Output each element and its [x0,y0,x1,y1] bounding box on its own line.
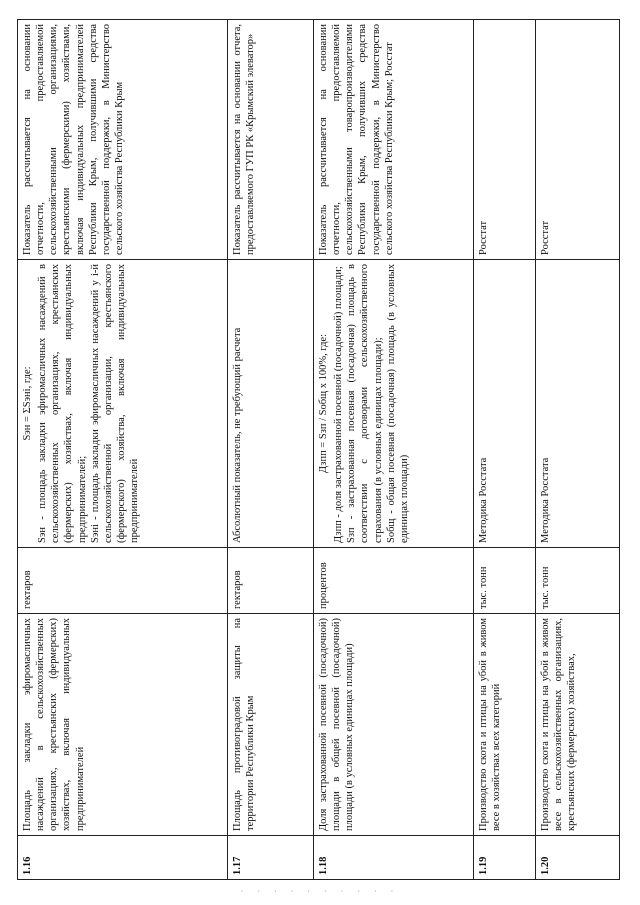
rotated-table-container [17,20,619,880]
table-row [536,20,620,880]
formula-line: Дзпп = Sзп / Sобщ x 100%, где: [318,333,329,474]
method-line: Методика Росстата [540,457,551,543]
method-line: Дзпп - доля застрахованной посевной (посадочной) площади; [333,266,345,543]
method-line: Sэн - площадь закладки эфиромасличных насаждений в сельскохозяйственных организациях, крестьянских (фермерских) хозяйствах, включая индивидуальных предпринимателей; [37,264,88,543]
method-line: Абсолютный показатель, не требующий расчета [232,327,243,543]
method-line: Методика Росстата [478,457,489,543]
indicators-table [17,19,620,880]
data-source: Росстат [474,20,536,260]
unit-cell: гектаров [18,548,228,614]
data-source: Росстат [536,20,620,260]
row-number: 1.16 [18,836,228,880]
indicator-name: Производство скота и птицы на убой в живом весе в хозяйствах всех категорий [474,614,536,836]
table-row [228,20,314,880]
method-line: Sзп - застрахованная посевная (посадочная) площадь в соответствии с договорами сельскохозяйственного страхования (в условных единицах площади); [346,264,384,543]
unit-cell: тыс. тонн [474,548,536,614]
method-line: Sобщ - общая посевная (посадочная) площадь (в условных единицах площади) [385,264,410,543]
table-row [314,20,474,880]
indicator-name: Производство скота и птицы на убой в живом весе в сельскохозяйственных организациях, крестьянских (фермерских) хозяйствах, [536,614,620,836]
row-number: 1.17 [228,836,314,880]
calculation-method [314,260,474,548]
row-number: 1.19 [474,836,536,880]
data-source: Показатель рассчитывается на основании отчета, предоставляемого ГУП РК «Крымский элеватор» [228,20,314,260]
scan-edge-marks: · · · · · · · · · · [240,887,400,896]
method-line: Sэнi - площадь закладки эфиромасличных насаждений у i-й сельскохозяйственной организации, крестьянского (фермерского) хозяйства, включая индивидуальных предпринимателей [89,264,140,543]
data-source: Показатель рассчитывается на основании отчетности, предоставляемой сельскохозяйственными товаропроизводителями Республики Крым, получивших средства государственной поддержки, в Министерство сельского хозяйства Республики Крым; Росстат [314,20,474,260]
row-number: 1.18 [314,836,474,880]
unit-cell: гектаров [228,548,314,614]
unit-cell: процентов [314,548,474,614]
indicator-name: Площадь закладки эфиромасличных насаждений в сельскохозяйственных организациях, крестьянских (фермерских) хозяйствах, включая индивидуальных предпринимателей [18,614,228,836]
calculation-method [18,260,228,548]
unit-cell: тыс. тонн [536,548,620,614]
table-row [474,20,536,880]
data-source: Показатель рассчитывается на основании отчетности, предоставляемой сельскохозяйственными организациями, крестьянскими (фермерскими) хозяйствами, включая индивидуальных предпринимателей Республики Крым, получившими средства государственной поддержки, в Министерство сельского хозяйства Республики Крым [18,20,228,260]
formula-line: Sэн = ΣSэнi, где: [22,366,33,441]
row-number: 1.20 [536,836,620,880]
calculation-method [474,260,536,548]
table-row [18,20,228,880]
calculation-method [228,260,314,548]
indicator-name: Доля застрахованной посевной (посадочной) площади в общей посевной (посадочной) площади (в условных единицах площади) [314,614,474,836]
indicator-name: Площадь противоградовой защиты на территории Республики Крым [228,614,314,836]
calculation-method [536,260,620,548]
